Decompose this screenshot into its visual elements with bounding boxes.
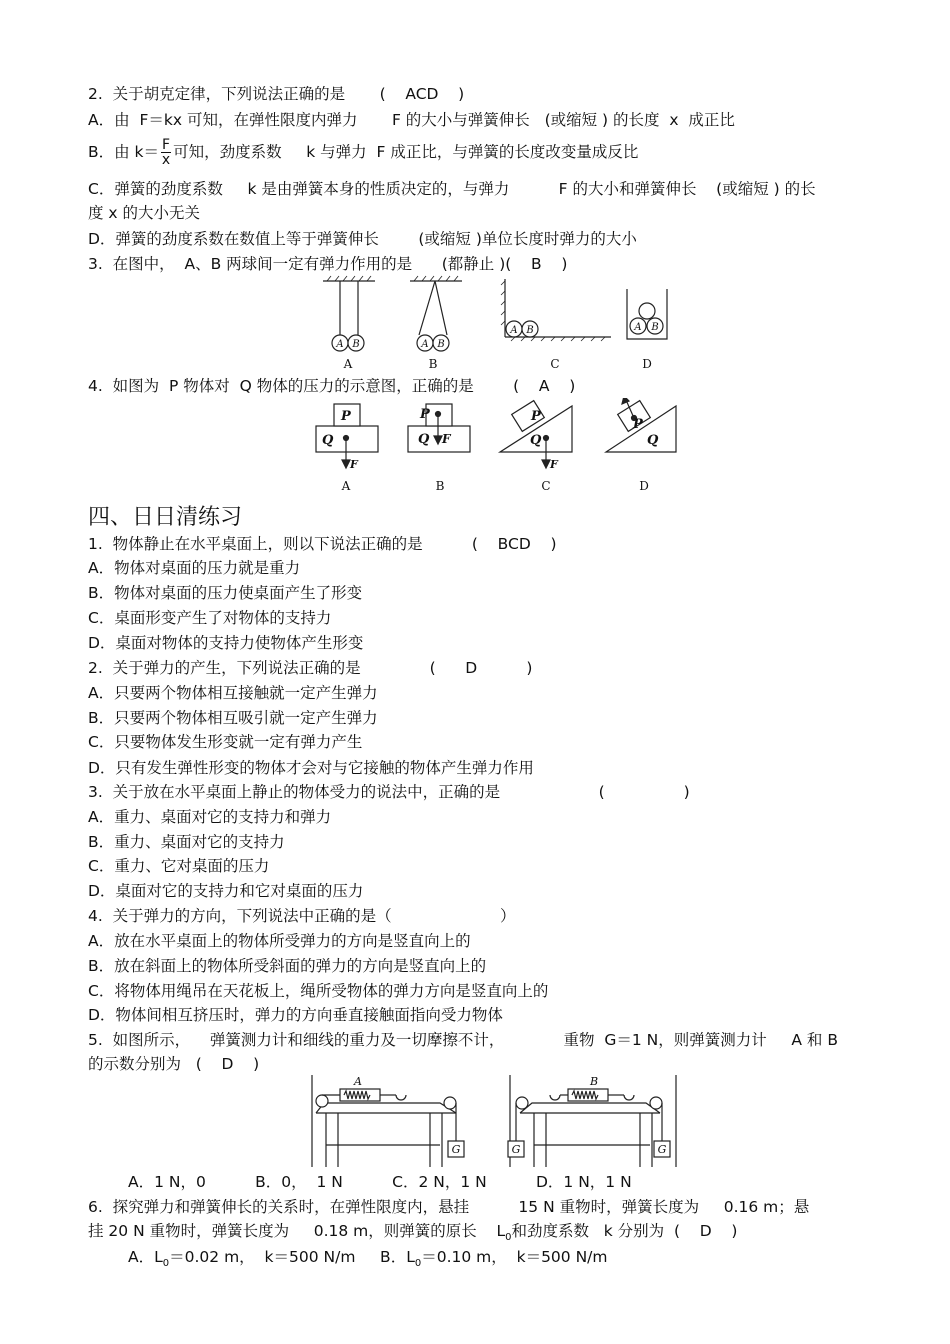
ball-label: A — [336, 339, 344, 350]
ball-label: B — [526, 325, 534, 336]
ex5-figure — [310, 1073, 678, 1169]
subscript: 0 — [505, 1232, 512, 1244]
block-q-label: Q — [647, 433, 659, 448]
q2-option-b-suffix: 可知，劲度系数 k 与弹力 F 成正比，与弹簧的长度改变量成反比 — [173, 143, 639, 161]
force-label: F — [442, 432, 451, 446]
q2-option-b — [88, 135, 638, 169]
ball-label: B — [651, 322, 659, 333]
ball-label: A — [510, 325, 518, 336]
figure-label-d: D — [642, 357, 652, 371]
force-label: F — [350, 458, 358, 471]
q2-option-d: D．弹簧的劲度系数在数值上等于弹簧伸长 (或缩短 )单位长度时弹力的大小 — [88, 230, 637, 248]
q2-stem: 2. 关于胡克定律，下列说法正确的是 ( ACD ) — [88, 85, 465, 103]
ex2-option-b: B．只要两个物体相互吸引就一定产生弹力 — [88, 709, 378, 727]
ex4-option-c: C．将物体用绳吊在天花板上，绳所受物体的弹力方向是竖直向上的 — [88, 982, 549, 1000]
ex5-stem-line1: 5. 如图所示， 弹簧测力计和细线的重力及一切摩擦不计， 重物 G＝1 N，则弹簧测力计 A 和 B — [88, 1031, 838, 1049]
ex1-option-a: A．物体对桌面的压力就是重力 — [88, 559, 301, 577]
spring-scale-label: B — [589, 1075, 599, 1088]
ex2-option-c: C．只要物体发生形变就一定有弹力产生 — [88, 733, 363, 751]
weight-label: G — [657, 1143, 667, 1156]
figure-label-c: C — [550, 357, 560, 371]
block-q-label: Q — [322, 433, 334, 448]
q2-option-c-line1: C．弹簧的劲度系数 k 是由弹簧本身的性质决定的，与弹力 F 的大小和弹簧伸长 (或缩短 ) 的长 — [88, 180, 816, 198]
ex4-stem: 4. 关于弹力的方向，下列说法中正确的是（ ） — [88, 907, 516, 925]
ex2-stem: 2. 关于弹力的产生，下列说法正确的是 ( D ) — [88, 659, 533, 677]
figure-label-a: A — [341, 479, 351, 493]
ex3-option-a: A．重力、桌面对它的支持力和弹力 — [88, 808, 332, 826]
ex5-options: A．1 N，0 B．0， 1 N C．2 N，1 N D．1 N，1 N — [128, 1173, 632, 1191]
q3-stem: 3. 在图中， A、B 两球间一定有弹力作用的是 (都静止 )( B ) — [88, 255, 568, 273]
ex3-option-c: C．重力、它对桌面的压力 — [88, 857, 270, 875]
ex2-option-a: A．只要两个物体相互接触就一定产生弹力 — [88, 684, 378, 702]
figure-label-b: B — [435, 479, 445, 493]
force-label: F — [550, 458, 558, 471]
subscript: 0 — [162, 1258, 170, 1270]
ex2-option-d: D．只有发生弹性形变的物体才会对与它接触的物体产生弹力作用 — [88, 759, 534, 777]
ex3-option-d: D．桌面对它的支持力和它对桌面的压力 — [88, 882, 364, 900]
fraction — [161, 138, 171, 167]
ex4-option-d: D．物体间相互挤压时，弹力的方向垂直接触面指向受力物体 — [88, 1006, 503, 1024]
weight-label: G — [511, 1143, 521, 1156]
figure-label-a: A — [343, 357, 353, 371]
ex6-stem-line2 — [88, 1221, 737, 1248]
weight-label: G — [451, 1143, 461, 1156]
ex3-stem: 3. 关于放在水平桌面上静止的物体受力的说法中，正确的是 ( ) — [88, 783, 690, 801]
q2-option-b-prefix: B．由 k＝ — [88, 143, 160, 161]
figure-label-d: D — [639, 479, 649, 493]
fraction-numerator: F — [162, 137, 171, 153]
ex6-option-text: A．L — [128, 1248, 163, 1266]
ex6-option-text: ＝0.02 m， k＝500 N/m B．L — [169, 1248, 415, 1266]
section-title: 四、日日清练习 — [88, 505, 243, 530]
block-q-label: Q — [418, 432, 430, 447]
ex1-stem: 1. 物体静止在水平桌面上，则以下说法正确的是 ( BCD ) — [88, 535, 557, 553]
ex1-option-b: B．物体对桌面的压力使桌面产生了形变 — [88, 584, 363, 602]
figure-label-b: B — [428, 357, 438, 371]
ex6-stem-line1: 6. 探究弹力和弹簧伸长的关系时，在弹性限度内，悬挂 15 N 重物时，弹簧长度为 0.16 m；悬 — [88, 1198, 810, 1216]
q4-stem: 4. 如图为 P 物体对 Q 物体的压力的示意图，正确的是 ( A ) — [88, 377, 576, 395]
block-p-label: P — [341, 409, 351, 424]
ex3-option-b: B．重力、桌面对它的支持力 — [88, 833, 285, 851]
block-p-label: P — [531, 409, 541, 424]
ex5-stem-line2: 的示数分别为 ( D ) — [88, 1055, 260, 1073]
ex6-stem-text: 挂 20 N 重物时，弹簧长度为 0.18 m，则弹簧的原长 L — [88, 1222, 506, 1240]
figure-label-c: C — [541, 479, 551, 493]
ball-label: A — [421, 339, 429, 350]
q3-figure — [315, 275, 675, 375]
q4-figure — [310, 398, 680, 496]
ball-label: B — [437, 339, 445, 350]
ex6-options — [128, 1247, 608, 1274]
ex1-option-d: D．桌面对物体的支持力使物体产生形变 — [88, 634, 364, 652]
ball-label: B — [352, 339, 360, 350]
spring-scale-label: A — [354, 1075, 362, 1088]
block-p-label: P — [633, 417, 643, 432]
ex1-option-c: C．桌面形变产生了对物体的支持力 — [88, 609, 332, 627]
block-q-label: Q — [530, 433, 542, 448]
ex6-option-text: ＝0.10 m， k＝500 N/m — [421, 1248, 608, 1266]
ball-label: A — [634, 322, 642, 333]
ex4-option-b: B．放在斜面上的物体所受斜面的弹力的方向是竖直向上的 — [88, 957, 487, 975]
ex6-stem-text: 和劲度系数 k 分别为 ( D ) — [511, 1222, 738, 1240]
q2-option-a: A．由 F＝kx 可知，在弹性限度内弹力 F 的大小与弹簧伸长 (或缩短 ) 的长度 x 成正比 — [88, 111, 735, 129]
fraction-denominator: x — [161, 152, 171, 168]
block-p-label: P — [420, 407, 430, 422]
ex4-option-a: A．放在水平桌面上的物体所受弹力的方向是竖直向上的 — [88, 932, 471, 950]
subscript: 0 — [414, 1258, 422, 1270]
q2-option-c-line2: 度 x 的大小无关 — [88, 204, 201, 222]
